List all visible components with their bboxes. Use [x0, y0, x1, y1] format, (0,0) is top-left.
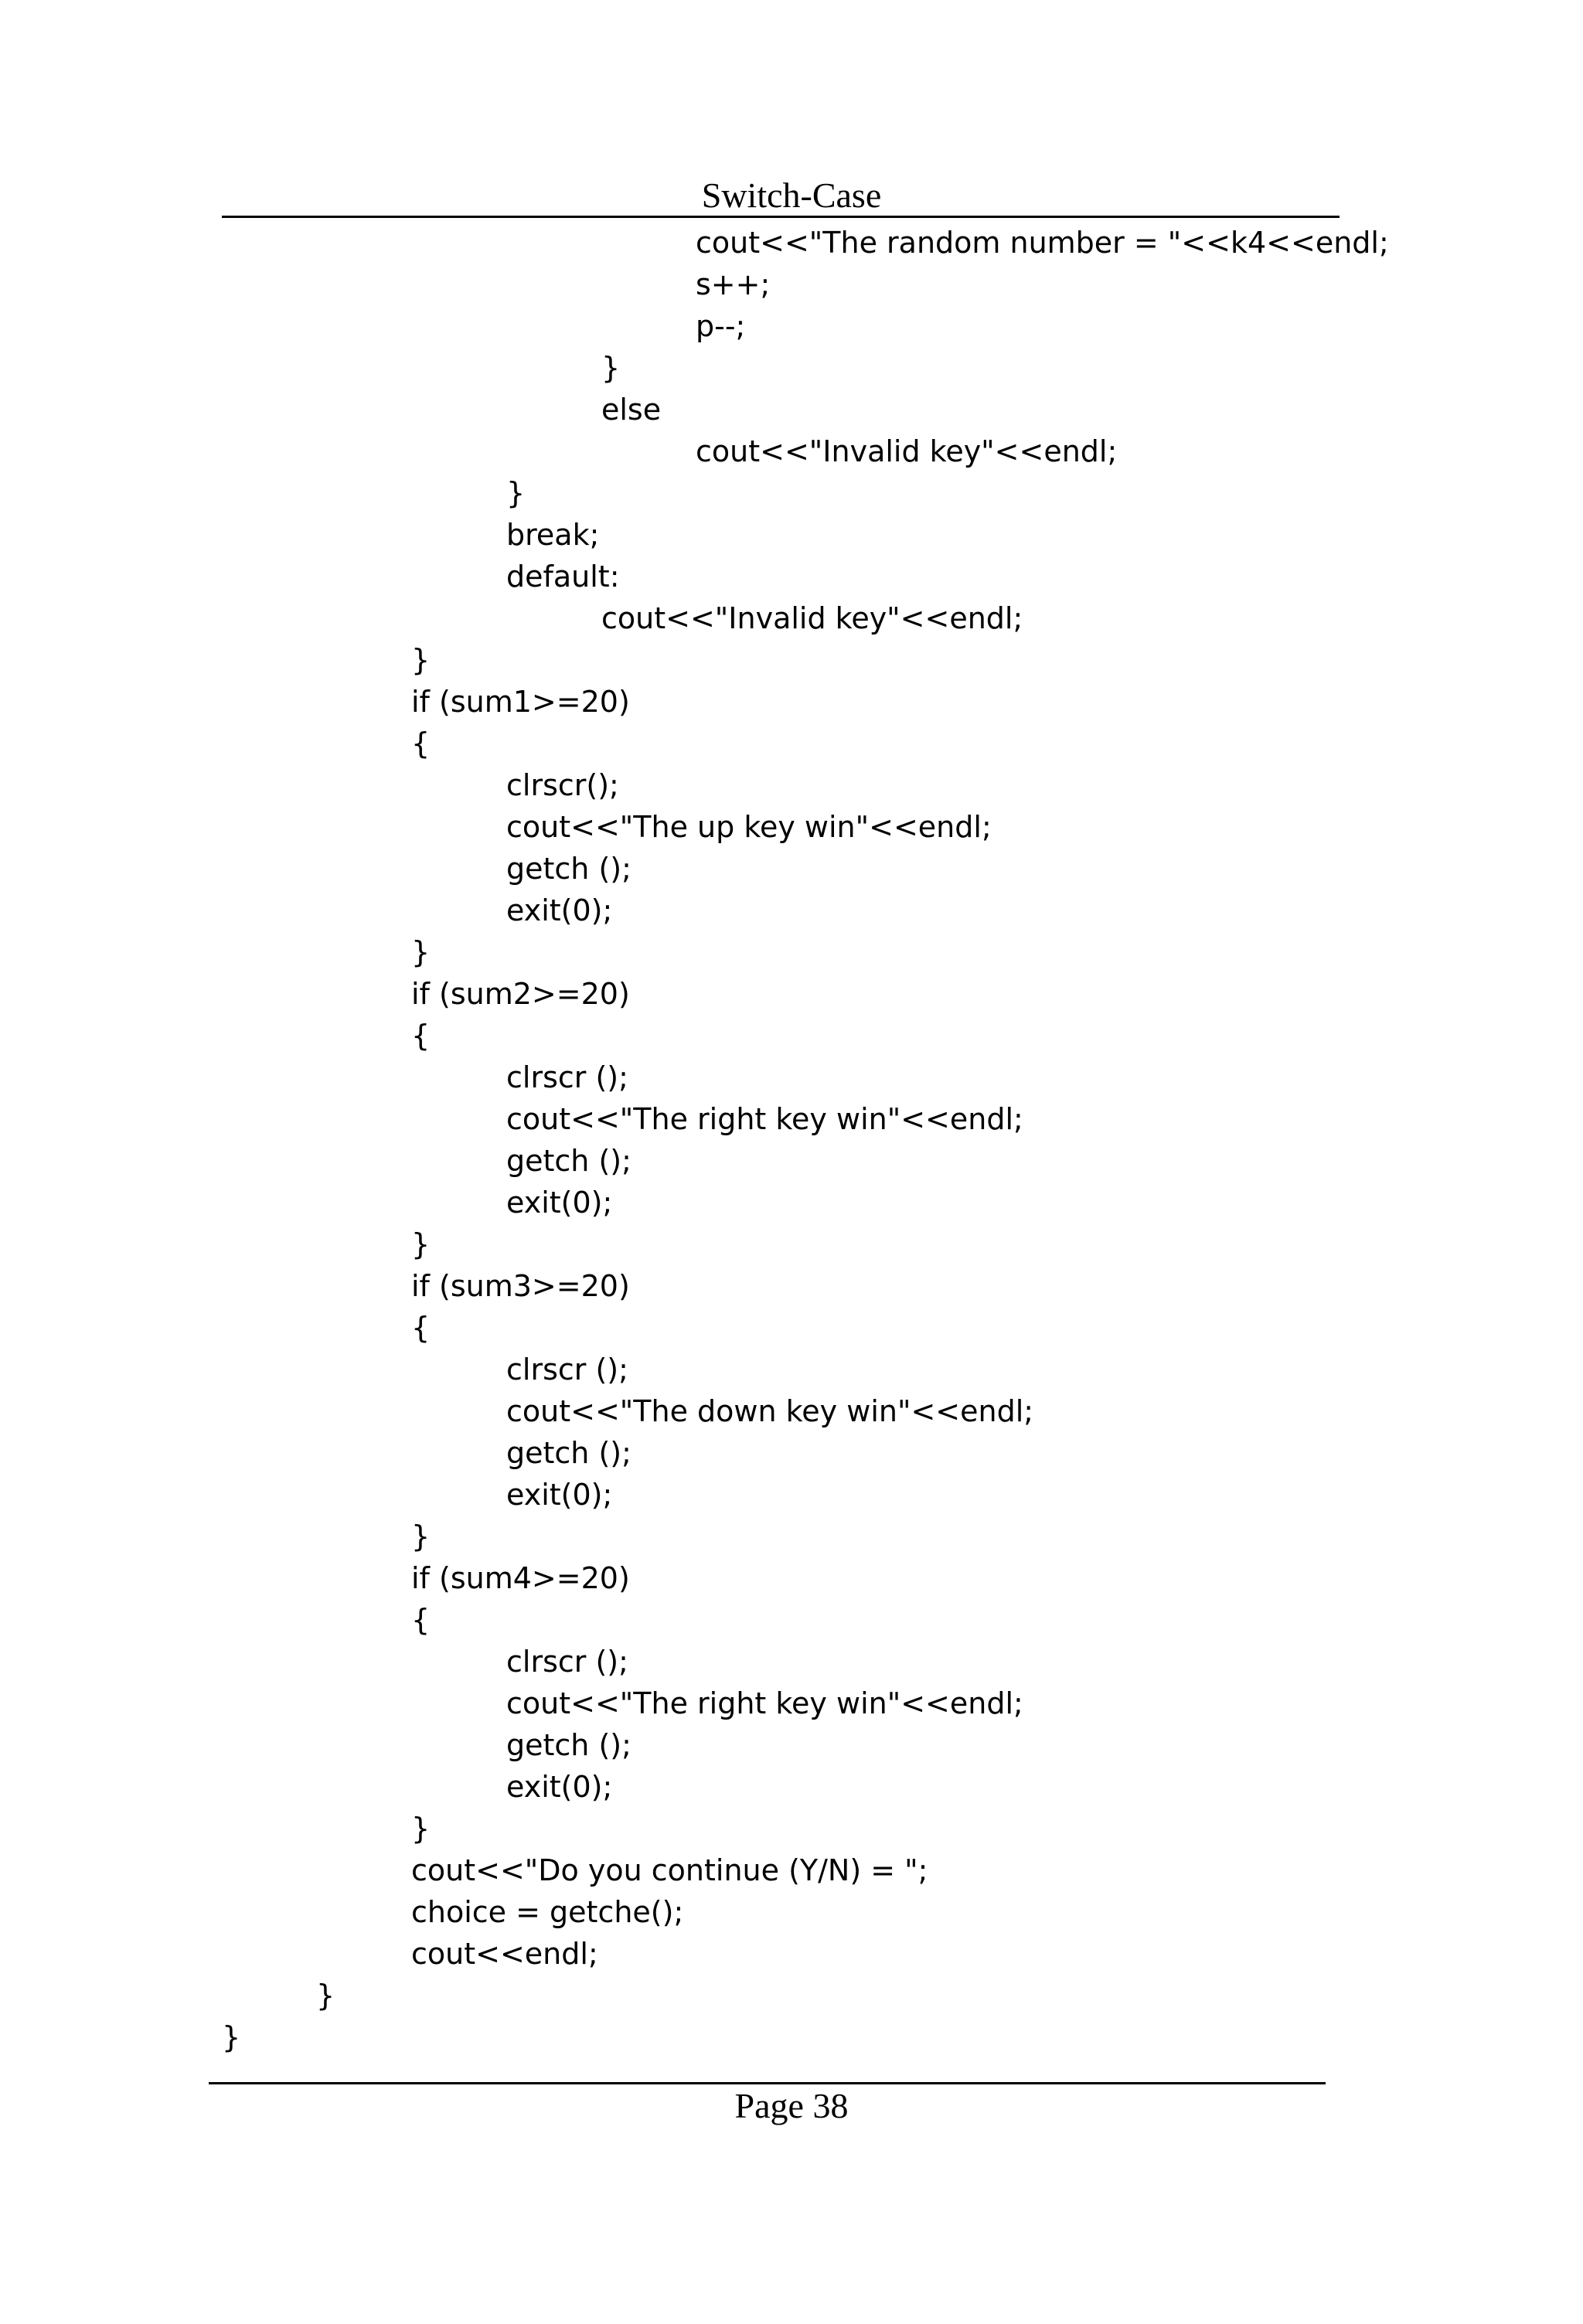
code-line: } [222, 2020, 241, 2054]
code-line: getch (); [506, 1728, 631, 1762]
page-number: Page 38 [734, 2086, 849, 2125]
code-line: } [411, 1227, 431, 1261]
header-divider [222, 216, 1340, 218]
code-line: } [411, 935, 431, 969]
code-line: exit(0); [506, 1186, 613, 1220]
code-line: } [411, 643, 431, 677]
code-line: s++; [696, 267, 771, 301]
code-line: } [411, 1519, 431, 1553]
code-line: clrscr (); [506, 1060, 628, 1094]
code-line: } [601, 351, 621, 385]
code-line: p--; [696, 309, 746, 343]
code-line: if (sum2>=20) [411, 977, 630, 1011]
code-line: cout<<"The right key win"<<endl; [506, 1686, 1023, 1720]
code-line: if (sum1>=20) [411, 685, 630, 719]
code-line: else [601, 393, 662, 427]
code-line: getch (); [506, 852, 631, 886]
code-line: cout<<"The random number = "<<k4<<endl; [696, 226, 1389, 260]
code-line: exit(0); [506, 1770, 613, 1804]
code-line: cout<<"Invalid key"<<endl; [601, 601, 1023, 635]
code-line: cout<<"Invalid key"<<endl; [696, 434, 1118, 468]
code-line: choice = getche(); [411, 1895, 684, 1929]
code-line: exit(0); [506, 1478, 613, 1512]
code-line: cout<<"The down key win"<<endl; [506, 1394, 1034, 1428]
code-line: { [411, 1311, 431, 1345]
code-line: cout<<"The right key win"<<endl; [506, 1102, 1023, 1136]
code-line: { [411, 1603, 431, 1637]
code-line: default: [506, 560, 620, 594]
code-line: cout<<endl; [411, 1937, 598, 1971]
code-line: getch (); [506, 1436, 631, 1470]
code-line: clrscr (); [506, 1353, 628, 1387]
code-line: { [411, 726, 431, 760]
code-line: clrscr(); [506, 768, 619, 802]
code-line: exit(0); [506, 893, 613, 927]
page-header-title: Switch-Case [701, 175, 882, 215]
code-line: { [411, 1019, 431, 1053]
code-line: break; [506, 518, 600, 552]
code-line: } [316, 1979, 335, 2013]
code-line: cout<<"Do you continue (Y/N) = "; [411, 1853, 928, 1887]
code-line: if (sum3>=20) [411, 1269, 630, 1303]
code-line: if (sum4>=20) [411, 1561, 630, 1595]
code-line: getch (); [506, 1144, 631, 1178]
code-line: } [411, 1812, 431, 1846]
code-line: cout<<"The up key win"<<endl; [506, 810, 992, 844]
code-line: clrscr (); [506, 1645, 628, 1679]
code-line: } [506, 476, 526, 510]
